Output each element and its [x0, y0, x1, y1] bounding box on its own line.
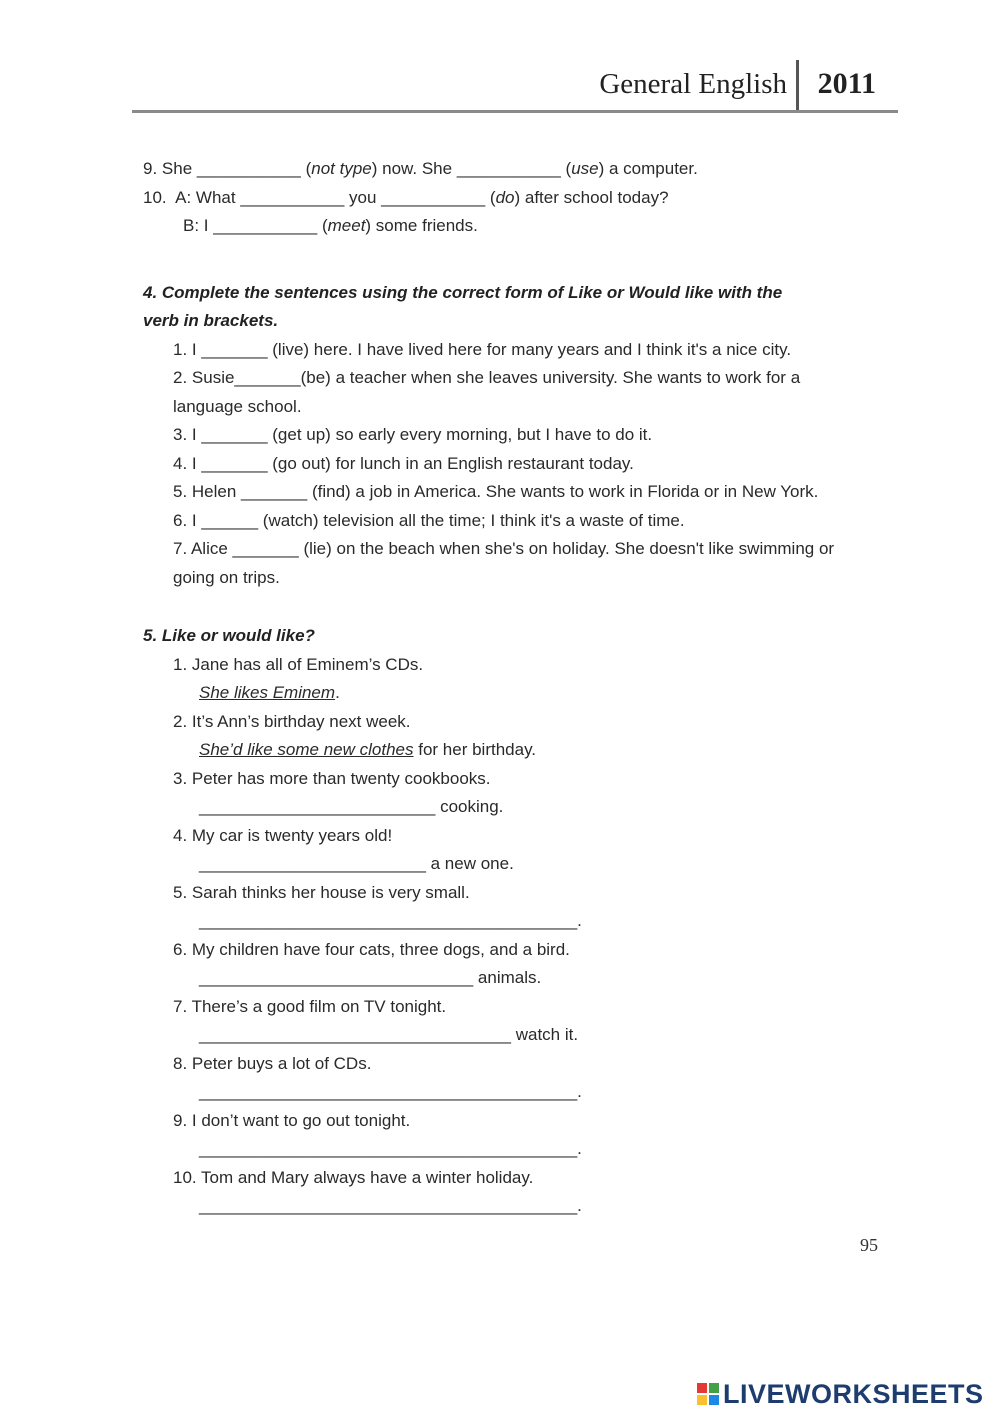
- ex3-line-9: 9. She ___________ (not type) now. She ___________ (use) a computer.: [143, 159, 698, 178]
- ex4-heading-line-1: 4. Complete the sentences using the correct form of Like or Would like with the: [143, 283, 783, 302]
- ex4-item-7-cont: going on trips.: [173, 568, 280, 587]
- ex5-question-7: 7. There’s a good film on TV tonight.: [173, 997, 447, 1016]
- ex5-answer-6[interactable]: _____________________________ animals.: [199, 968, 542, 987]
- ex3-line-10a: 10. A: What ___________ you ___________ (do) after school today?: [143, 188, 669, 207]
- logo-square-red: [697, 1383, 707, 1393]
- ex5-answer-4[interactable]: ________________________ a new one.: [199, 854, 514, 873]
- header-year: 2011: [817, 67, 876, 100]
- page-header: [132, 58, 898, 113]
- ex5-question-5: 5. Sarah thinks her house is very small.: [173, 883, 470, 902]
- ex5-answer-3[interactable]: _________________________ cooking.: [199, 797, 504, 816]
- ex5-answer-9[interactable]: ________________________________________.: [199, 1139, 582, 1158]
- ex5-answer-8[interactable]: ________________________________________.: [199, 1082, 582, 1101]
- ex3-line-10b: B: I ___________ (meet) some friends.: [183, 216, 478, 235]
- ex5-answer-1: She likes Eminem.: [199, 683, 340, 702]
- ex5-question-10: 10. Tom and Mary always have a winter holiday.: [173, 1168, 534, 1187]
- ex4-item-2-cont: language school.: [173, 397, 302, 416]
- ex5-heading: 5. Like or would like?: [143, 626, 315, 645]
- page-number: 95: [860, 1235, 878, 1255]
- ex4-heading-line-2: verb in brackets.: [143, 311, 279, 330]
- ex4-item-2: 2. Susie_______(be) a teacher when she leaves university. She wants to work for a: [173, 368, 801, 387]
- logo-square-green: [709, 1383, 719, 1393]
- ex4-item-4: 4. I _______ (go out) for lunch in an English restaurant today.: [173, 454, 634, 473]
- ex5-question-2: 2. It’s Ann’s birthday next week.: [173, 712, 411, 731]
- ex4-item-6: 6. I ______ (watch) television all the time; I think it's a waste of time.: [173, 511, 685, 530]
- liveworksheets-logo[interactable]: [697, 1378, 984, 1410]
- header-separator: [796, 60, 799, 110]
- ex5-question-6: 6. My children have four cats, three dogs, and a bird.: [173, 940, 570, 959]
- ex5-question-4: 4. My car is twenty years old!: [173, 826, 393, 845]
- liveworksheets-logo-icon: [697, 1383, 719, 1405]
- ex5-question-1: 1. Jane has all of Eminem’s CDs.: [173, 655, 424, 674]
- liveworksheets-brand: LIVEWORKSHEETS: [723, 1378, 984, 1409]
- ex5-answer-10[interactable]: ________________________________________.: [199, 1196, 582, 1215]
- ex5-answer-7[interactable]: _________________________________ watch it.: [199, 1025, 579, 1044]
- ex4-item-3: 3. I _______ (get up) so early every morning, but I have to do it.: [173, 425, 653, 444]
- ex4-item-1: 1. I _______ (live) here. I have lived here for many years and I think it's a nice city.: [173, 340, 792, 359]
- ex5-question-9: 9. I don’t want to go out tonight.: [173, 1111, 411, 1130]
- ex4-item-5: 5. Helen _______ (find) a job in America. She wants to work in Florida or in New York.: [173, 482, 819, 501]
- ex5-answer-5[interactable]: ________________________________________.: [199, 911, 582, 930]
- ex4-item-7: 7. Alice _______ (lie) on the beach when she's on holiday. She doesn't like swimming or: [173, 539, 835, 558]
- logo-square-yellow: [697, 1395, 707, 1405]
- logo-square-blue: [709, 1395, 719, 1405]
- ex5-question-8: 8. Peter buys a lot of CDs.: [173, 1054, 372, 1073]
- ex5-answer-2: She’d like some new clothes for her birthday.: [199, 740, 537, 759]
- ex5-question-3: 3. Peter has more than twenty cookbooks.: [173, 769, 491, 788]
- header-title: General English: [599, 68, 787, 100]
